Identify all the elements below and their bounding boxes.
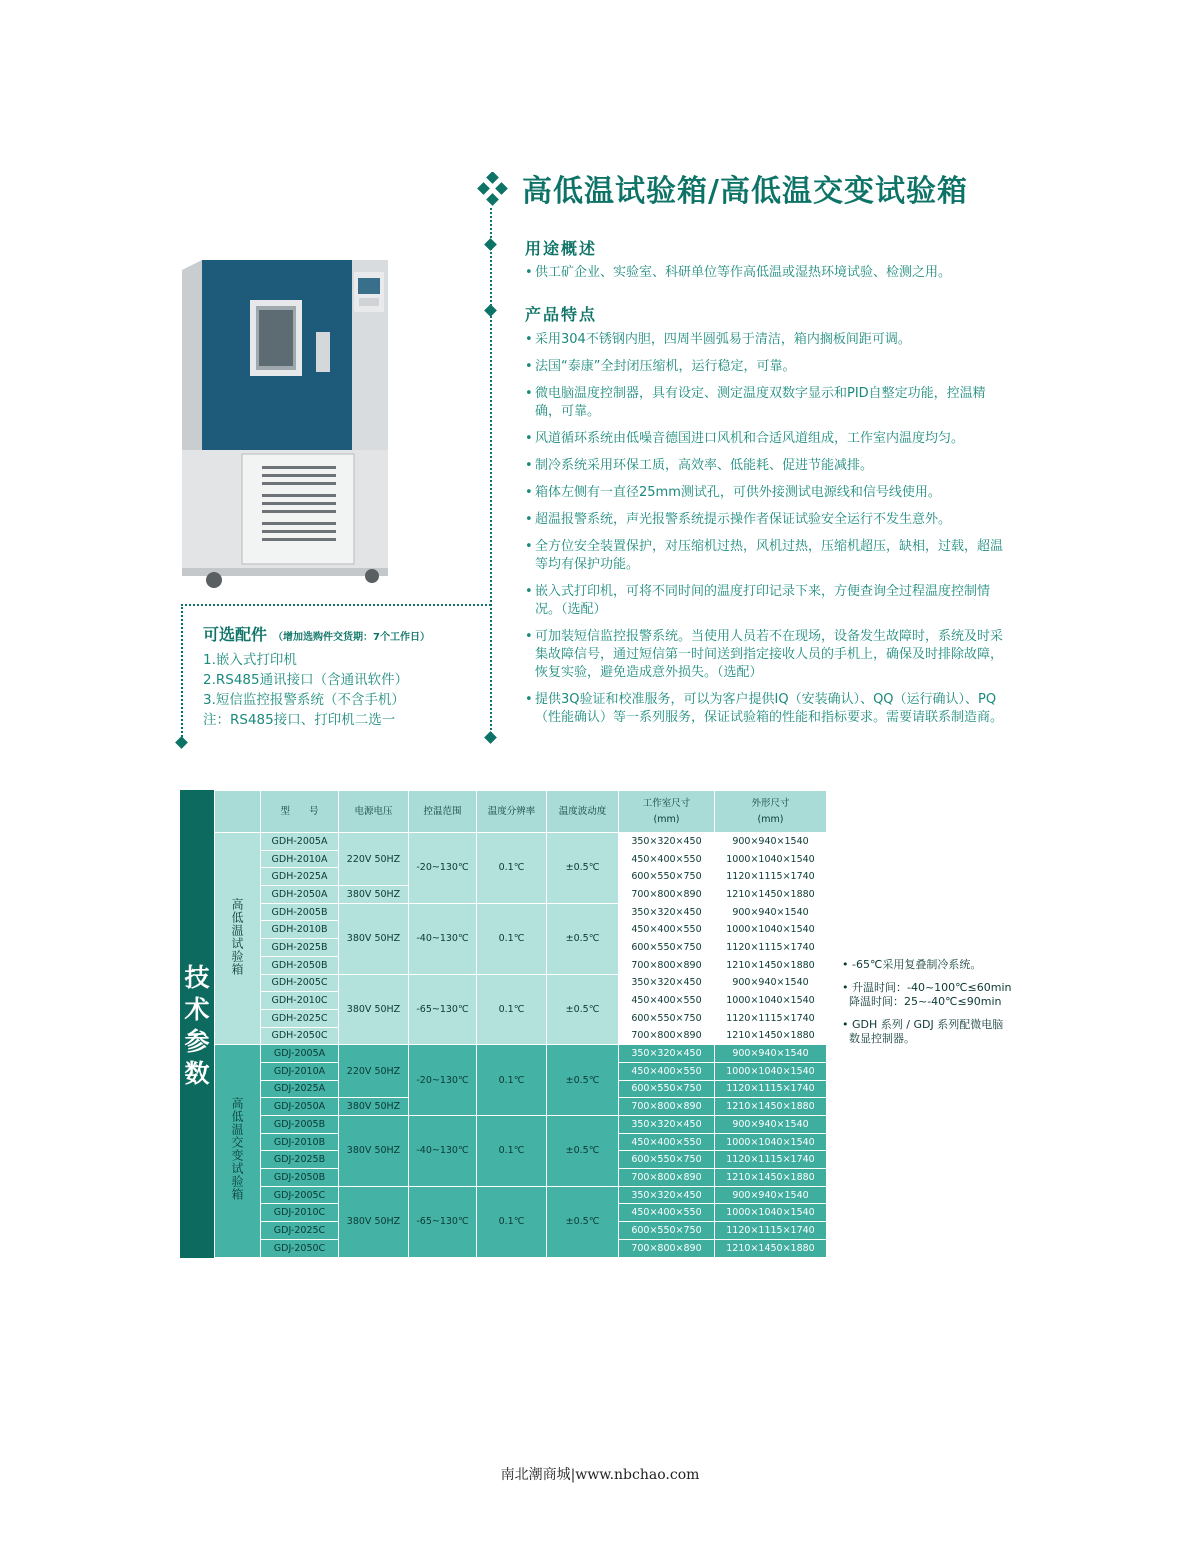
chamber-size-cell: 700×800×890	[619, 1027, 715, 1045]
note-item: • GDH 系列 / GDJ 系列配微电脑 数显控制器。	[842, 1018, 1004, 1045]
accessory-item: 2.RS485通讯接口（含通讯软件）	[203, 672, 409, 688]
model-cell: GDH-2010C	[261, 992, 339, 1010]
model-cell: GDH-2050A	[261, 886, 339, 904]
diamond-marker	[484, 304, 497, 317]
table-row	[215, 1045, 827, 1063]
feature-item: • 全方位安全装置保护，对压缩机过热，风机过热，压缩机超压，缺相，过载，超温等均有保护功能。	[525, 538, 1005, 574]
outer-size-cell: 1120×1115×1740	[715, 1009, 827, 1027]
footer-text: 南北潮商城|www.nbchao.com	[500, 1467, 700, 1483]
chamber-size-cell: 600×550×750	[619, 1151, 715, 1169]
table-row	[215, 974, 827, 992]
chamber-size-cell: 350×320×450	[619, 974, 715, 992]
tech-params-label: 技 术 参 数	[180, 790, 214, 1258]
test-chamber-image	[176, 258, 394, 590]
feature-item: • 嵌入式打印机，可将不同时间的温度打印记录下来，方便查询全过程温度控制情况。（选配）	[525, 583, 1005, 619]
range-cell: -65~130℃	[409, 1186, 477, 1257]
resolution-cell: 0.1℃	[477, 1045, 547, 1116]
outer-size-cell: 900×940×1540	[715, 1186, 827, 1204]
outer-size-cell: 1000×1040×1540	[715, 1062, 827, 1080]
range-cell: -20~130℃	[409, 833, 477, 904]
spec-table	[214, 790, 827, 1258]
model-cell: GDH-2010B	[261, 921, 339, 939]
model-cell: GDJ-2005A	[261, 1045, 339, 1063]
outer-size-cell: 900×940×1540	[715, 1045, 827, 1063]
feature-item: • 微电脑温度控制器，具有设定、测定温度双数字显示和PID自整定功能，控温精确，可靠。	[525, 385, 1005, 421]
outer-size-cell: 1210×1450×1880	[715, 1169, 827, 1187]
usage-heading: 用途概述	[525, 239, 598, 258]
model-cell: GDJ-2010B	[261, 1133, 339, 1151]
feature-item: • 采用304不锈钢内胆，四周半圆弧易于清洁，箱内搁板间距可调。	[525, 331, 1005, 349]
power-cell: 380V 50HZ	[339, 1186, 409, 1257]
diamond-marker	[484, 238, 497, 251]
model-cell: GDJ-2010A	[261, 1062, 339, 1080]
accessories-heading: 可选配件 （增加选购件交货期：7个工作日）	[203, 625, 430, 644]
resolution-cell: 0.1℃	[477, 1186, 547, 1257]
chamber-size-cell: 350×320×450	[619, 1186, 715, 1204]
model-cell: GDJ-2010C	[261, 1204, 339, 1222]
model-cell: GDH-2025C	[261, 1009, 339, 1027]
power-cell: 220V 50HZ	[339, 1045, 409, 1098]
range-cell: -65~130℃	[409, 974, 477, 1045]
guide-line-right	[490, 208, 492, 738]
outer-size-cell: 900×940×1540	[715, 1116, 827, 1134]
model-cell: GDH-2025A	[261, 868, 339, 886]
power-cell: 380V 50HZ	[339, 1116, 409, 1187]
table-row	[215, 833, 827, 851]
header-resolution: 温度分辨率	[477, 791, 547, 833]
header-fluctuation: 温度波动度	[547, 791, 619, 833]
feature-item: • 法国“泰康”全封闭压缩机，运行稳定，可靠。	[525, 358, 1005, 376]
range-cell: -40~130℃	[409, 1116, 477, 1187]
usage-text: • 供工矿企业、实验室、科研单位等作高低温或湿热环境试验、检测之用。	[525, 264, 1005, 291]
group-label: 高低温交变试验箱	[215, 1045, 261, 1257]
resolution-cell: 0.1℃	[477, 833, 547, 904]
outer-size-cell: 1000×1040×1540	[715, 850, 827, 868]
chamber-size-cell: 600×550×750	[619, 1080, 715, 1098]
accessories-list	[203, 650, 408, 730]
chamber-size-cell: 350×320×450	[619, 833, 715, 851]
chamber-size-cell: 350×320×450	[619, 1116, 715, 1134]
table-row	[215, 903, 827, 921]
model-cell: GDJ-2025A	[261, 1080, 339, 1098]
features-heading: 产品特点	[525, 305, 598, 324]
chamber-size-cell: 350×320×450	[619, 1045, 715, 1063]
outer-size-cell: 1210×1450×1880	[715, 886, 827, 904]
table-notes	[842, 958, 1012, 1055]
fluctuation-cell: ±0.5℃	[547, 1186, 619, 1257]
guide-line-left	[181, 604, 183, 740]
outer-size-cell: 1210×1450×1880	[715, 1027, 827, 1045]
chamber-size-cell: 700×800×890	[619, 1239, 715, 1257]
chamber-size-cell: 700×800×890	[619, 1169, 715, 1187]
feature-item: • 制冷系统采用环保工质，高效率、低能耗、促进节能减排。	[525, 457, 1005, 475]
table-row	[215, 1116, 827, 1134]
header-power: 电源电压	[339, 791, 409, 833]
outer-size-cell: 1120×1115×1740	[715, 1222, 827, 1240]
fluctuation-cell: ±0.5℃	[547, 1116, 619, 1187]
note-item: • -65℃采用复叠制冷系统。	[842, 958, 982, 971]
power-cell: 380V 50HZ	[339, 1098, 409, 1116]
model-cell: GDJ-2050A	[261, 1098, 339, 1116]
table-header-row	[215, 791, 827, 833]
outer-size-cell: 900×940×1540	[715, 903, 827, 921]
chamber-size-cell: 350×320×450	[619, 903, 715, 921]
feature-item: • 可加装短信监控报警系统。当使用人员若不在现场，设备发生故障时，系统及时采集故障信号，通过短信第一时间送到指定接收人员的手机上，确保及时排除故障，恢复实验，避免造成意外损失。（选配）	[525, 628, 1005, 682]
model-cell: GDJ-2050B	[261, 1169, 339, 1187]
outer-size-cell: 1210×1450×1880	[715, 1239, 827, 1257]
outer-size-cell: 1120×1115×1740	[715, 939, 827, 957]
outer-size-cell: 900×940×1540	[715, 974, 827, 992]
outer-size-cell: 1210×1450×1880	[715, 956, 827, 974]
accessory-note: 注：RS485接口、打印机二选一	[203, 712, 396, 728]
resolution-cell: 0.1℃	[477, 974, 547, 1045]
model-cell: GDH-2050B	[261, 956, 339, 974]
header-range: 控温范围	[409, 791, 477, 833]
model-cell: GDH-2010A	[261, 850, 339, 868]
outer-size-cell: 1000×1040×1540	[715, 1133, 827, 1151]
feature-item: • 提供3Q验证和校准服务，可以为客户提供IQ（安装确认）、QQ（运行确认）、PQ（性能确认）等一系列服务，保证试验箱的性能和指标要求。需要请联系制造商。	[525, 691, 1005, 727]
outer-size-cell: 1120×1115×1740	[715, 868, 827, 886]
chamber-size-cell: 450×400×550	[619, 850, 715, 868]
outer-size-cell: 1120×1115×1740	[715, 1151, 827, 1169]
chamber-size-cell: 450×400×550	[619, 1204, 715, 1222]
power-cell: 220V 50HZ	[339, 833, 409, 886]
outer-size-cell: 1000×1040×1540	[715, 992, 827, 1010]
feature-item: • 超温报警系统，声光报警系统提示操作者保证试验安全运行不发生意外。	[525, 511, 1005, 529]
header-chamber: 工作室尺寸 (mm)	[619, 791, 715, 833]
header-outer: 外形尺寸 (mm)	[715, 791, 827, 833]
resolution-cell: 0.1℃	[477, 1116, 547, 1187]
fluctuation-cell: ±0.5℃	[547, 903, 619, 974]
chamber-size-cell: 450×400×550	[619, 1062, 715, 1080]
table-row	[215, 1186, 827, 1204]
accessory-item: 3.短信监控报警系统（不含手机）	[203, 692, 405, 708]
model-cell: GDH-2025B	[261, 939, 339, 957]
chamber-size-cell: 600×550×750	[619, 939, 715, 957]
power-cell: 380V 50HZ	[339, 974, 409, 1045]
fluctuation-cell: ±0.5℃	[547, 1045, 619, 1116]
fluctuation-cell: ±0.5℃	[547, 974, 619, 1045]
chamber-size-cell: 450×400×550	[619, 1133, 715, 1151]
features-list	[525, 331, 1005, 736]
diamond-cluster-icon	[472, 172, 516, 208]
fluctuation-cell: ±0.5℃	[547, 833, 619, 904]
accessory-item: 1.嵌入式打印机	[203, 652, 297, 668]
chamber-size-cell: 600×550×750	[619, 1222, 715, 1240]
chamber-size-cell: 600×550×750	[619, 1009, 715, 1027]
note-item: • 升温时间：-40~100℃≤60min 降温时间：25~-40℃≤90min	[842, 981, 1012, 1008]
resolution-cell: 0.1℃	[477, 903, 547, 974]
model-cell: GDJ-2005B	[261, 1116, 339, 1134]
header-model: 型 号	[261, 791, 339, 833]
feature-item: • 风道循环系统由低噪音德国进口风机和合适风道组成，工作室内温度均匀。	[525, 430, 1005, 448]
model-cell: GDJ-2025C	[261, 1222, 339, 1240]
diamond-marker	[484, 731, 497, 744]
model-cell: GDH-2050C	[261, 1027, 339, 1045]
diamond-marker	[175, 736, 188, 749]
range-cell: -40~130℃	[409, 903, 477, 974]
power-cell: 380V 50HZ	[339, 903, 409, 974]
outer-size-cell: 1120×1115×1740	[715, 1080, 827, 1098]
model-cell: GDH-2005B	[261, 903, 339, 921]
chamber-size-cell: 600×550×750	[619, 868, 715, 886]
model-cell: GDJ-2025B	[261, 1151, 339, 1169]
outer-size-cell: 1210×1450×1880	[715, 1098, 827, 1116]
chamber-size-cell: 700×800×890	[619, 1098, 715, 1116]
outer-size-cell: 1000×1040×1540	[715, 921, 827, 939]
accessories-note: （增加选购件交货期：7个工作日）	[273, 632, 430, 643]
model-cell: GDH-2005A	[261, 833, 339, 851]
chamber-size-cell: 700×800×890	[619, 956, 715, 974]
model-cell: GDJ-2050C	[261, 1239, 339, 1257]
group-label: 高低温试验箱	[215, 833, 261, 1045]
chamber-size-cell: 700×800×890	[619, 886, 715, 904]
model-cell: GDH-2005C	[261, 974, 339, 992]
power-cell: 380V 50HZ	[339, 886, 409, 904]
page-title: 高低温试验箱/高低温交变试验箱	[522, 174, 968, 209]
range-cell: -20~130℃	[409, 1045, 477, 1116]
outer-size-cell: 1000×1040×1540	[715, 1204, 827, 1222]
chamber-size-cell: 450×400×550	[619, 992, 715, 1010]
outer-size-cell: 900×940×1540	[715, 833, 827, 851]
feature-item: • 箱体左侧有一直径25mm测试孔，可供外接测试电源线和信号线使用。	[525, 484, 1005, 502]
guide-line-horizontal	[181, 604, 491, 606]
model-cell: GDJ-2005C	[261, 1186, 339, 1204]
chamber-size-cell: 450×400×550	[619, 921, 715, 939]
